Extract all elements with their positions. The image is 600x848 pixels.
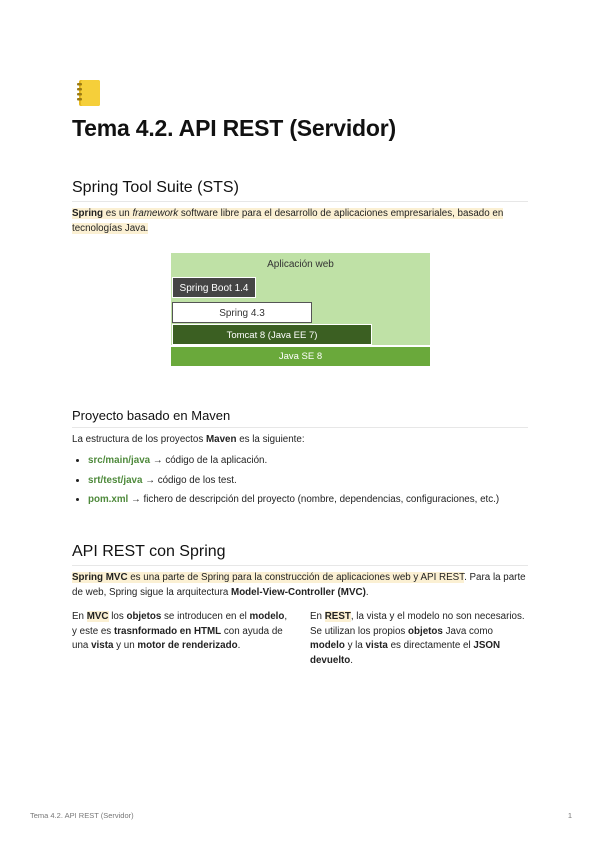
section-heading-maven: Proyecto basado en Maven	[72, 408, 231, 423]
rest-paragraph: Spring MVC es una parte de Spring para la construcción de aplicaciones web y API REST. Para la parte de web, Spring sigue la arquitectura Model-View-Controller (MVC).	[72, 572, 526, 598]
diagram-layer-tomcat: Tomcat 8 (Java EE 7)	[172, 324, 372, 345]
diagram-layer-java-se: Java SE 8	[171, 347, 430, 366]
section-heading-sts: Spring Tool Suite (STS)	[72, 179, 239, 196]
divider	[72, 427, 528, 428]
page-number: 1	[567, 811, 572, 820]
sts-paragraph: Spring es un framework software libre para el desarrollo de aplicaciones empresariales, basado en tecnologías Java.	[72, 208, 504, 234]
architecture-diagram	[171, 253, 430, 367]
diagram-label-web: Aplicación web	[267, 259, 334, 270]
list-item: • src/main/java → código de la aplicación.	[88, 451, 528, 471]
list-item: • srt/test/java → código de los test.	[88, 471, 528, 491]
footer-title: Tema 4.2. API REST (Servidor)	[30, 811, 134, 820]
diagram-layer-spring-boot: Spring Boot 1.4	[172, 277, 256, 298]
notebook-icon	[74, 78, 104, 108]
maven-intro: La estructura de los proyectos Maven es la siguiente:	[72, 434, 305, 445]
divider	[72, 565, 528, 566]
section-heading-rest: API REST con Spring	[72, 543, 226, 560]
rest-column: En REST, la vista y el modelo no son necesarios. Se utilizan los propios objetos Java como modelo y la vista es directamente el JSON devuelto.	[310, 611, 525, 666]
mvc-column: En MVC los objetos se introducen en el modelo, y este es trasnformado en HTML con ayuda de una vista y un motor de renderizado.	[72, 611, 288, 651]
maven-structure-list	[72, 451, 528, 510]
list-item: • pom.xml → fichero de descripción del proyecto (nombre, dependencias, configuraciones, etc.)	[88, 490, 528, 510]
page-title: Tema 4.2. API REST (Servidor)	[72, 115, 396, 141]
divider	[72, 201, 528, 202]
diagram-layer-spring: Spring 4.3	[172, 302, 312, 323]
